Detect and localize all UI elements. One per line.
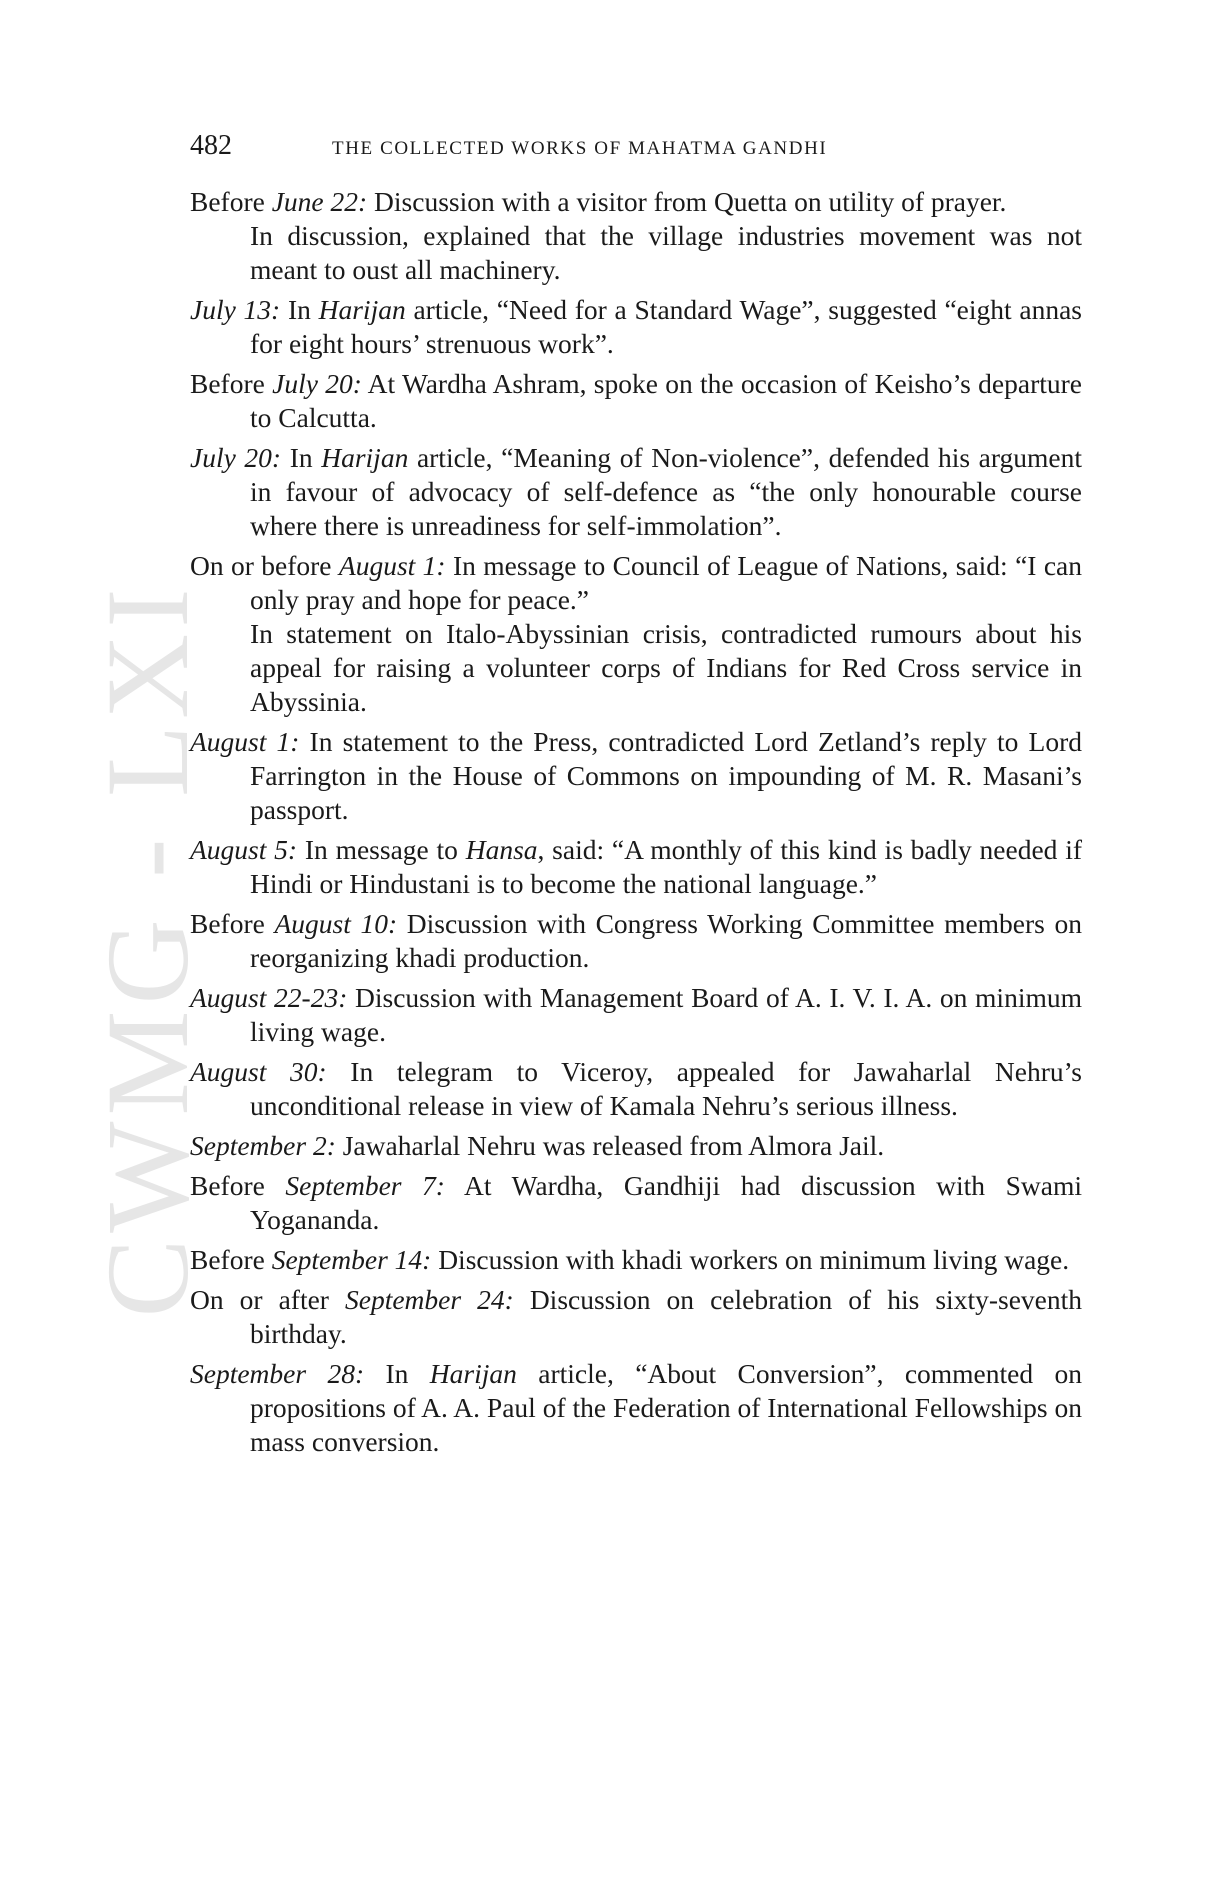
entry-date: June 22: — [271, 186, 368, 217]
entry-date-prefix: Before — [190, 908, 275, 939]
entry-date: September 7: — [285, 1170, 445, 1201]
entry-continuation-paragraph — [250, 219, 1082, 287]
entry-date-prefix: Before — [190, 368, 273, 399]
entry-date: July 20: — [272, 368, 362, 399]
entry-first-paragraph — [190, 441, 1083, 543]
chronology-entry — [190, 367, 1082, 435]
entry-date-prefix: Before — [190, 1244, 272, 1275]
chronology-entry — [190, 441, 1082, 543]
entry-date: July 13: — [190, 294, 281, 325]
chronology-entries — [190, 185, 1082, 1465]
entry-text: At Wardha Ashram, spoke on the occasion of Keisho’s departure to Calcutta. — [250, 368, 1083, 433]
chronology-entry — [190, 1129, 1082, 1163]
entry-first-paragraph — [190, 1055, 1082, 1123]
entry-first-paragraph — [190, 549, 1082, 617]
entry-date: August 22-23: — [190, 982, 348, 1013]
entry-text: At Wardha, Gandhiji had discussion with Swami Yogananda. — [250, 1170, 1082, 1235]
entry-date: September 28: — [190, 1358, 365, 1389]
chronology-entry — [190, 1055, 1082, 1123]
entry-text: Discussion with Congress Working Committee members on reorganizing khadi production. — [250, 908, 1082, 973]
chronology-entry — [190, 833, 1082, 901]
entry-date: August 1: — [190, 726, 300, 757]
watermark-text: CWMG - LXI — [82, 582, 214, 1318]
entry-date: September 14: — [271, 1244, 432, 1275]
entry-first-paragraph — [190, 185, 1082, 219]
page-number: 482 — [190, 130, 232, 161]
entry-text: Discussion with Management Board of A. I. V. I. A. on minimum living wage. — [250, 982, 1082, 1047]
running-title: THE COLLECTED WORKS OF MAHATMA GANDHI — [332, 138, 828, 159]
page-header — [190, 130, 1090, 170]
entry-first-paragraph — [190, 1243, 1082, 1277]
entry-text: In message to Hansa, said: “A monthly of this kind is badly needed if Hindi or Hindustani is to become the national language.” — [250, 834, 1083, 899]
entry-text: In message to Council of League of Nations, said: “I can only pray and hope for peace.” — [250, 550, 1082, 615]
entry-first-paragraph — [190, 1129, 1082, 1163]
entry-date: September 2: — [190, 1130, 336, 1161]
entry-first-paragraph — [190, 907, 1082, 975]
entry-first-paragraph — [190, 293, 1082, 361]
entry-first-paragraph — [190, 1283, 1082, 1351]
entry-date: August 5: — [190, 834, 298, 865]
entry-continuation-paragraph — [250, 617, 1082, 719]
entry-first-paragraph — [190, 1357, 1082, 1459]
entry-text: In statement to the Press, contradicted Lord Zetland’s reply to Lord Farrington in the House of Commons on impounding of M. R. Masani’s passport. — [250, 726, 1082, 825]
entry-date-prefix: On or before — [190, 550, 339, 581]
entry-text: In Harijan article, “Need for a Standard Wage”, suggested “eight annas for eight hours’ strenuous work”. — [250, 294, 1082, 359]
entry-date: August 30: — [190, 1056, 327, 1087]
entry-date-prefix: Before — [190, 1170, 286, 1201]
chronology-entry — [190, 1243, 1082, 1277]
chronology-entry — [190, 549, 1082, 719]
chronology-entry — [190, 1357, 1082, 1459]
chronology-entry — [190, 981, 1082, 1049]
entry-date: August 10: — [274, 908, 398, 939]
chronology-entry — [190, 907, 1082, 975]
entry-first-paragraph — [190, 833, 1083, 901]
entry-text: In Harijan article, “Meaning of Non-violence”, defended his argument in favour of advocacy of self-defence as “the only honourable course where there is unreadiness for self-immolation”. — [250, 442, 1083, 541]
entry-text: Discussion with khadi workers on minimum living wage. — [438, 1244, 1070, 1275]
entry-date-prefix: On or after — [190, 1284, 345, 1315]
entry-date-prefix: Before — [190, 186, 272, 217]
entry-text: In Harijan article, “About Conversion”, commented on propositions of A. A. Paul of the Federation of International Fellowships on mass conversion. — [250, 1358, 1082, 1457]
entry-date: September 24: — [345, 1284, 514, 1315]
chronology-entry — [190, 293, 1082, 361]
entry-text: In discussion, explained that the village industries movement was not meant to oust all machinery. — [250, 220, 1082, 285]
entry-text: In statement on Italo-Abyssinian crisis, contradicted rumours about his appeal for raising a volunteer corps of Indians for Red Cross service in Abyssinia. — [250, 618, 1082, 717]
entry-first-paragraph — [190, 1169, 1082, 1237]
entry-first-paragraph — [190, 725, 1082, 827]
chronology-entry — [190, 185, 1082, 287]
chronology-entry — [190, 725, 1082, 827]
entry-text: Discussion with a visitor from Quetta on utility of prayer. — [374, 186, 1007, 217]
entry-date: August 1: — [338, 550, 446, 581]
entry-text: Jawaharlal Nehru was released from Almora Jail. — [342, 1130, 885, 1161]
entry-first-paragraph — [190, 367, 1083, 435]
entry-date: July 20: — [190, 442, 282, 473]
entry-text: In telegram to Viceroy, appealed for Jawaharlal Nehru’s unconditional release in view of Kamala Nehru’s serious illness. — [250, 1056, 1082, 1121]
chronology-entry — [190, 1169, 1082, 1237]
entry-text: Discussion on celebration of his sixty-seventh birthday. — [250, 1284, 1082, 1349]
entry-first-paragraph — [190, 981, 1082, 1049]
chronology-entry — [190, 1283, 1082, 1351]
